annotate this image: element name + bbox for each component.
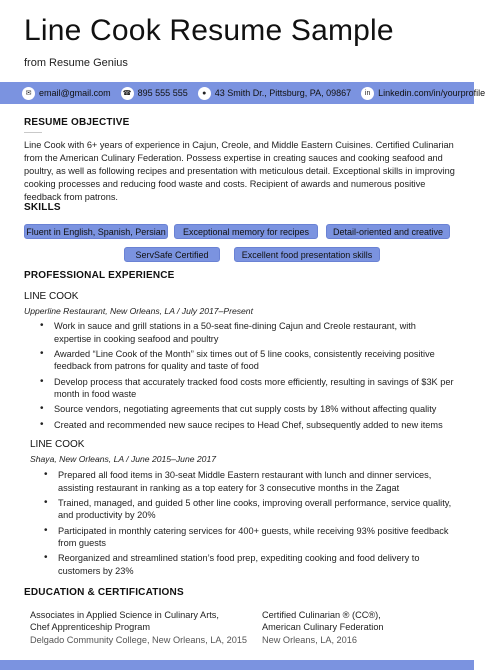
degree-program: Chef Apprenticeship Program [30, 622, 151, 632]
education-heading: EDUCATION & CERTIFICATIONS [24, 587, 184, 598]
page-title: Line Cook Resume Sample [24, 14, 394, 47]
contact-phone[interactable] [121, 87, 188, 100]
list-item: • Work in sauce and grill stations in a 50-seat fine-dining Cajun and Creole restaurant, with expertise in cooking seafood and poultry [40, 320, 416, 344]
job-title: LINE COOK [24, 291, 79, 302]
list-item: • Participated in monthly catering services for 400+ guests, while receiving 93% positive feedback from guests [44, 524, 449, 549]
objective-heading: RESUME OBJECTIVE [24, 117, 130, 128]
bullet-text: Source vendors, negotiating agreements that cut supply costs by 18% without affecting quality [54, 404, 437, 415]
contact-linkedin-text: Linkedin.com/in/yourprofile [378, 88, 485, 98]
envelope-icon: ✉ [22, 87, 35, 100]
list-item: • Reorganized and streamlined station’s food prep, expediting cooking and food delivery to customers by 23% [44, 552, 420, 576]
skill-chip: Exceptional memory for recipes [174, 224, 318, 239]
bullet-text: Develop process that accurately tracked food costs more efficiently, resulting in savings of $3K per month in food waste [54, 376, 454, 400]
linkedin-icon: in [361, 87, 374, 100]
objective-text: Line Cook with 6+ years of experience in Cajun, Creole, and Middle Eastern Cuisines. Certified Culinarian from the American Culinary Federation. Possess expertise in creating sauces and cooking seafood and poultry, as well as following recipes and presentation with meticulous detail. Exceptional skills in improving cooking processes and reducing food waste and costs. Recipient of awards and numerous positive feedback from patrons. [24, 140, 455, 202]
degree-school: Delgado Community College, New Orleans, LA, 2015 [30, 635, 248, 645]
list-item: • Prepared all food items in 30-seat Middle Eastern restaurant with lunch and dinner services, assisting restaurant in ranking as a top eatery for 3 consecutive months in the Zagat [44, 469, 432, 493]
skill-chip: ServSafe Certified [124, 247, 220, 262]
bullet-text: Work in sauce and grill stations in a 50-seat fine-dining Cajun and Creole restaurant, with expertise in cooking seafood and poultry [54, 321, 416, 344]
contact-address [198, 87, 351, 100]
skill-chip: Fluent in English, Spanish, Persian [24, 224, 168, 239]
contact-phone-text: 895 555 555 [137, 88, 188, 98]
contact-address-text: 43 Smith Dr., Pittsburg, PA, 09867 [214, 88, 352, 98]
job-title: LINE COOK [30, 439, 85, 450]
footer-accent-bar [0, 660, 474, 670]
job-meta: Upperline Restaurant, New Orleans, LA / July 2017–Present [24, 306, 253, 316]
certification-line: Certified Culinarian ® (CC®), [262, 610, 381, 620]
contact-email[interactable] [22, 87, 111, 100]
skill-chip: Excellent food presentation skills [234, 247, 380, 262]
skills-heading: SKILLS [24, 202, 61, 213]
list-item: • Created and recommended new sauce recipes to Head Chef, subsequently added to new items [40, 418, 443, 430]
location-pin-icon: ● [198, 87, 211, 100]
bullet-text: Prepared all food items in 30-seat Middle Eastern restaurant with lunch and dinner services, assisting restaurant in ranking as a top eatery for 3 consecutive months in the Zagat [58, 470, 432, 493]
experience-heading: PROFESSIONAL EXPERIENCE [24, 270, 175, 281]
job-meta: Shaya, New Orleans, LA / June 2015–June 2017 [30, 454, 217, 464]
objective-rule [24, 132, 42, 133]
contact-linkedin[interactable] [361, 87, 485, 100]
job-bullet-list [44, 469, 458, 580]
page-subtitle: from Resume Genius [24, 57, 128, 69]
bullet-text: Reorganized and streamlined station’s food prep, expediting cooking and food delivery to customers by 23% [58, 553, 420, 576]
certification-location: New Orleans, LA, 2016 [262, 635, 357, 645]
bullet-text: Created and recommended new sauce recipes to Head Chef, subsequently added to new items [54, 419, 443, 430]
list-item: • Develop process that accurately tracked food costs more efficiently, resulting in savings of $3K per month in food waste [40, 375, 454, 400]
certification-org: American Culinary Federation [262, 622, 384, 632]
degree-line: Associates in Applied Science in Culinary Arts, [30, 610, 219, 620]
list-item: • Source vendors, negotiating agreements that cut supply costs by 18% without affecting quality [40, 403, 437, 415]
contact-email-text: email@gmail.com [39, 88, 111, 98]
bullet-text: Trained, managed, and guided 5 other line cooks, improving overall performance, service quality, and productivity by 20% [58, 497, 452, 521]
phone-icon: ☎ [121, 87, 134, 100]
bullet-text: Awarded “Line Cook of the Month” six times out of 5 line cooks, consistently receiving positive feedback from patrons for quality and taste of food [54, 348, 435, 372]
list-item: • Trained, managed, and guided 5 other line cooks, improving overall performance, service quality, and productivity by 20% [44, 496, 452, 521]
contact-bar [0, 82, 485, 104]
skill-chip: Detail-oriented and creative [326, 224, 450, 239]
job-bullet-list [40, 320, 454, 434]
list-item: • Awarded “Line Cook of the Month” six times out of 5 line cooks, consistently receiving positive feedback from patrons for quality and taste of food [40, 347, 435, 372]
bullet-text: Participated in monthly catering services for 400+ guests, while receiving 93% positive feedback from guests [58, 525, 449, 549]
